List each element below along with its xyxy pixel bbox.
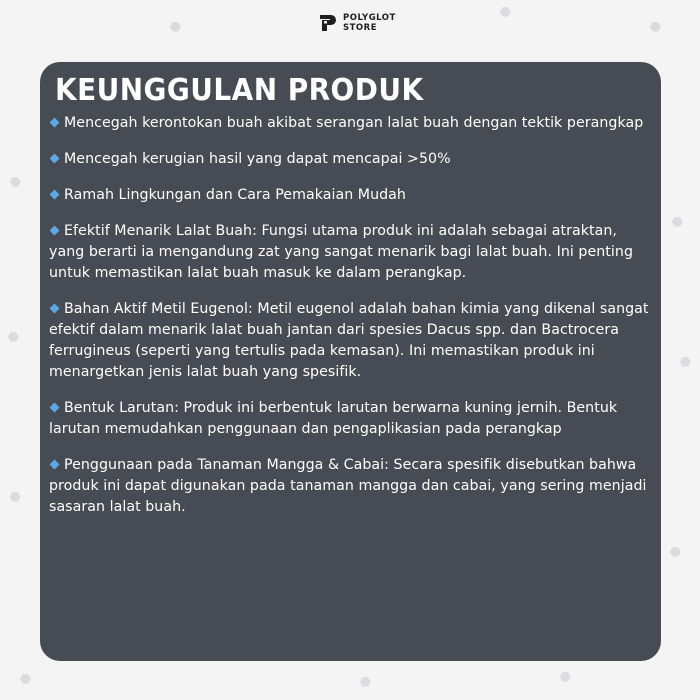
advantages-list <box>49 113 649 518</box>
brand-line-2: STORE <box>343 23 377 33</box>
watermark-logo: ⬢ <box>647 18 665 37</box>
brand-header <box>318 13 396 33</box>
blue-diamond-icon <box>50 402 60 412</box>
list-item <box>49 149 649 170</box>
list-item-text: Efektif Menarik Lalat Buah: Fungsi utama produk ini adalah sebagai atraktan, yang berarti ia mengandung zat yang sangat menarik bagi lalat buah. Ini penting untuk memastikan lalat buah masuk ke dalam perangkap. <box>49 223 633 281</box>
list-item <box>49 398 649 440</box>
watermark-logo: ⬢ <box>557 668 575 687</box>
watermark-logo: ⬢ <box>497 3 515 22</box>
list-item-text: Penggunaan pada Tanaman Mangga & Cabai: Secara spesifik disebutkan bahwa produk ini dapat digunakan pada tanaman mangga dan cabai, yang sering menjadi sasaran lalat buah. <box>49 457 647 515</box>
blue-diamond-icon <box>50 189 60 199</box>
watermark-logo: ⬢ <box>17 670 35 689</box>
card-title: KEUNGGULAN PRODUK <box>55 73 424 108</box>
watermark-logo: ⬢ <box>357 673 375 692</box>
blue-diamond-icon <box>50 225 60 235</box>
polyglot-logo-icon <box>318 13 338 33</box>
list-item-text: Ramah Lingkungan dan Cara Pemakaian Mudah <box>64 187 406 203</box>
watermark-logo: ⬢ <box>677 353 695 372</box>
list-item-text: Bentuk Larutan: Produk ini berbentuk larutan berwarna kuning jernih. Bentuk larutan memudahkan penggunaan dan pengaplikasian pada perangkap <box>49 400 618 437</box>
watermark-logo: ⬢ <box>7 173 25 192</box>
list-item <box>49 221 649 284</box>
list-item-text: Bahan Aktif Metil Eugenol: Metil eugenol adalah bahan kimia yang dikenal sangat efektif dalam menarik lalat buah jantan dari spesies Dacus spp. dan Bactrocera ferrugineus (seperti yang tertulis pada kemasan). Ini memastikan produk ini menargetkan jenis lalat buah yang spesifik. <box>49 301 649 380</box>
watermark-logo: ⬢ <box>167 18 185 37</box>
list-item <box>49 185 649 206</box>
watermark-logo: ⬢ <box>7 488 25 507</box>
list-item <box>49 455 649 518</box>
watermark-logo: ⬢ <box>669 213 687 232</box>
watermark-logo: ⬢ <box>5 328 23 347</box>
brand-line-1: POLYGLOT <box>343 13 396 23</box>
blue-diamond-icon <box>50 303 60 313</box>
blue-diamond-icon <box>50 153 60 163</box>
list-item-text: Mencegah kerontokan buah akibat serangan lalat buah dengan tektik perangkap <box>64 115 644 131</box>
blue-diamond-icon <box>50 459 60 469</box>
list-item <box>49 113 649 134</box>
list-item <box>49 299 649 383</box>
watermark-logo: ⬢ <box>667 543 685 562</box>
blue-diamond-icon <box>50 117 60 127</box>
product-advantages-card <box>40 62 661 661</box>
list-item-text: Mencegah kerugian hasil yang dapat mencapai >50% <box>64 151 451 167</box>
brand-name <box>343 13 396 33</box>
